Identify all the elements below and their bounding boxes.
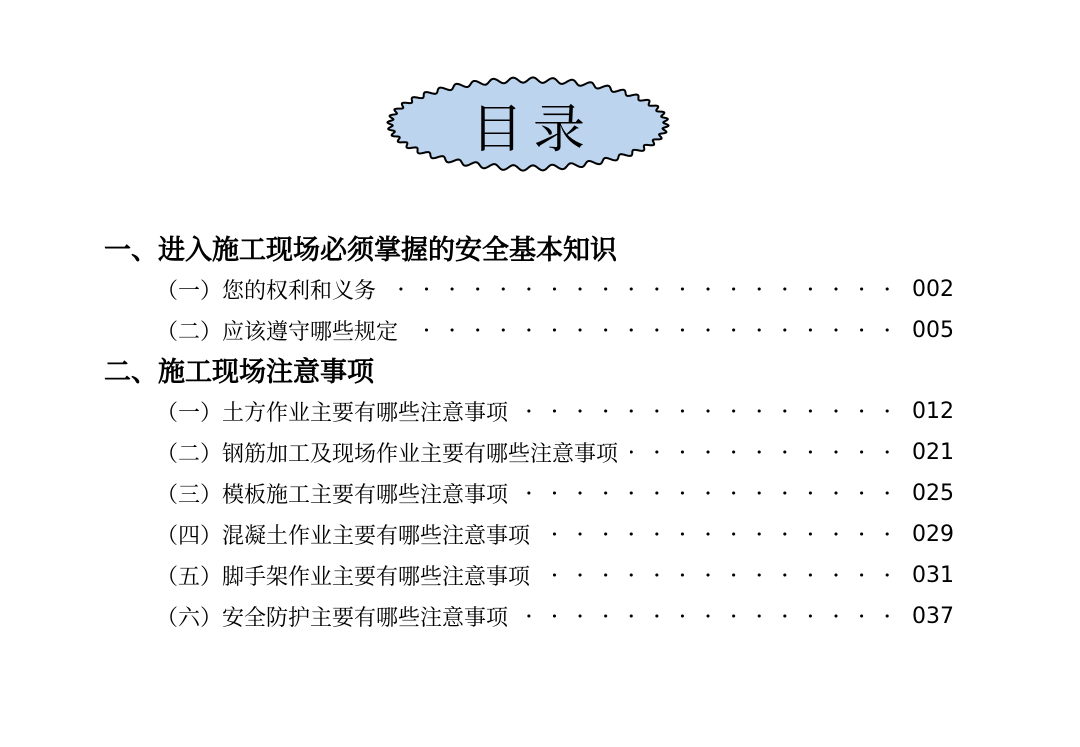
page-title: 目录	[470, 99, 595, 160]
toc-entry-label: （二）应该遵守哪些规定	[156, 319, 399, 345]
dot-leader	[410, 328, 900, 332]
toc-entry-label: （一）土方作业主要有哪些注意事项	[156, 400, 509, 426]
toc-entry-page: 029	[912, 521, 954, 547]
dot-leader	[520, 614, 900, 618]
toc-entry-page: 025	[912, 480, 954, 506]
toc-entry-page: 005	[912, 317, 954, 343]
dot-leader	[520, 491, 900, 495]
toc-entry-label: （一）您的权利和义务	[156, 278, 377, 304]
toc-entry-page: 002	[912, 276, 954, 302]
toc-entry[interactable]	[156, 435, 954, 469]
dot-leader	[520, 409, 900, 413]
section-heading-1: 一、进入施工现场必须掌握的安全基本知识	[104, 235, 617, 266]
toc-entry-page: 037	[912, 603, 954, 629]
toc-entry[interactable]	[156, 272, 954, 306]
section-heading-2: 二、施工现场注意事项	[104, 357, 374, 388]
toc-entry[interactable]	[156, 394, 954, 428]
toc-entry-label: （四）混凝土作业主要有哪些注意事项	[156, 523, 531, 549]
dot-leader	[630, 450, 900, 454]
toc-entry-page: 021	[912, 439, 954, 465]
toc-entry-label: （五）脚手架作业主要有哪些注意事项	[156, 564, 531, 590]
toc-entry[interactable]	[156, 599, 954, 633]
toc-entry[interactable]	[156, 558, 954, 592]
dot-leader	[542, 532, 900, 536]
toc-entry[interactable]	[156, 476, 954, 510]
toc-entry-label: （三）模板施工主要有哪些注意事项	[156, 482, 509, 508]
toc-entry-label: （六）安全防护主要有哪些注意事项	[156, 605, 509, 631]
toc-entry-label: （二）钢筋加工及现场作业主要有哪些注意事项	[156, 441, 619, 467]
dot-leader	[542, 573, 900, 577]
title-banner	[385, 74, 671, 174]
toc-entry-page: 012	[912, 398, 954, 424]
toc-entry-page: 031	[912, 562, 954, 588]
toc-entry[interactable]	[156, 517, 954, 551]
dot-leader	[388, 287, 900, 291]
toc-entry[interactable]	[156, 313, 954, 347]
